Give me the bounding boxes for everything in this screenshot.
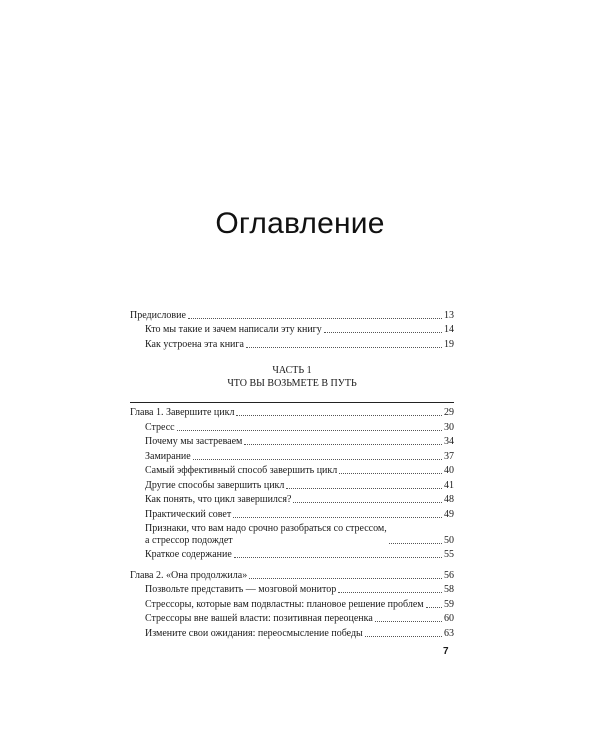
toc-entry-page: 37 [444,450,454,462]
toc-entry-label: Стрессоры, которые вам подвластны: плановое решение проблем [145,598,424,610]
toc-entry-chapter-2[interactable] [130,567,454,582]
toc-entry-page: 50 [444,534,454,546]
toc-entry-page: 49 [444,508,454,520]
toc-entry-page: 63 [444,627,454,639]
toc-entry-page: 48 [444,494,454,505]
toc-entry-label [145,523,387,547]
toc-entry-label: Стресс [145,421,175,433]
toc-entry-label: Краткое содержание [145,549,232,560]
dot-leader [286,488,442,489]
toc-entry-label: Замирание [145,450,191,462]
toc-entry-label: Самый эффективный способ завершить цикл [145,465,338,476]
toc-entry-page: 14 [444,324,454,335]
toc-entry-label: Измените свои ожидания: переосмысление победы [145,627,363,639]
toc-entry[interactable] [130,596,454,611]
dot-leader [293,502,442,503]
toc-entry-label: Другие способы завершить цикл [145,479,285,491]
dot-leader [246,347,442,348]
part-number: ЧАСТЬ 1 [272,364,312,376]
toc-entry-page: 59 [444,598,454,610]
dot-leader [365,636,442,637]
toc-entry[interactable] [130,611,454,626]
toc-entry[interactable] [130,477,454,492]
toc-entry[interactable] [130,521,454,547]
dot-leader [338,592,442,593]
toc-entry-label: Позвольте представить — мозговой монитор [145,584,337,595]
dot-leader [375,621,442,622]
toc-entry-label: Почему мы застреваем [145,436,243,447]
toc-entry-label: Стрессоры вне вашей власти: позитивная переоценка [145,613,373,624]
toc-entry-preface[interactable] [130,307,454,322]
toc-entry[interactable] [130,419,454,434]
toc-entry-label: Глава 1. Завершите цикл [130,407,235,418]
dot-leader [233,517,442,518]
dot-leader [193,459,442,460]
toc-entry[interactable] [130,506,454,521]
toc-entry-page: 30 [444,421,454,433]
toc-entry-page: 56 [444,569,454,581]
dot-leader [177,430,442,431]
toc-entry[interactable] [130,336,454,351]
dot-leader [339,473,442,474]
toc-entry[interactable] [130,582,454,597]
toc-entry[interactable] [130,625,454,640]
toc-entry-label-line2: а стрессор подождет [145,534,233,546]
toc-entry-page: 55 [444,549,454,560]
part-heading [130,364,454,390]
toc-entry-page: 60 [444,613,454,624]
dot-leader [236,415,442,416]
toc-entry-page: 19 [444,338,454,350]
dot-leader [188,318,442,319]
toc-entry-label: Кто мы такие и зачем написали эту книгу [145,324,322,335]
toc-entry-label: Предисловие [130,309,186,321]
toc-entry-label: Глава 2. «Она продолжила» [130,569,248,581]
toc-entry[interactable] [130,463,454,478]
page-number: 7 [443,646,449,657]
toc-entry-label: Практический совет [145,508,232,520]
toc-entry-page: 41 [444,479,454,491]
dot-leader [244,444,442,445]
toc-entry[interactable] [130,322,454,337]
page-title: Оглавление [215,207,385,240]
table-of-contents [130,307,454,640]
toc-entry-label: Как понять, что цикл завершился? [145,494,292,505]
toc-entry[interactable] [130,492,454,507]
toc-entry-label: Как устроена эта книга [145,338,244,350]
toc-entry-page: 13 [444,309,454,321]
divider [130,402,454,403]
toc-entry-page: 40 [444,465,454,476]
toc-entry-page: 29 [444,407,454,418]
dot-leader [324,332,442,333]
dot-leader [234,557,442,558]
part-title: ЧТО ВЫ ВОЗЬМЕТЕ В ПУТЬ [227,377,357,389]
toc-entry-page: 58 [444,584,454,595]
toc-entry-page: 34 [444,436,454,447]
toc-entry[interactable] [130,448,454,463]
dot-leader [249,578,442,579]
toc-entry-label-line1: Признаки, что вам надо срочно разобраться со стрессом, [145,522,387,534]
dot-leader [389,543,442,544]
toc-entry-chapter-1[interactable] [130,405,454,420]
toc-entry[interactable] [130,547,454,562]
dot-leader [426,607,442,608]
toc-entry[interactable] [130,434,454,449]
